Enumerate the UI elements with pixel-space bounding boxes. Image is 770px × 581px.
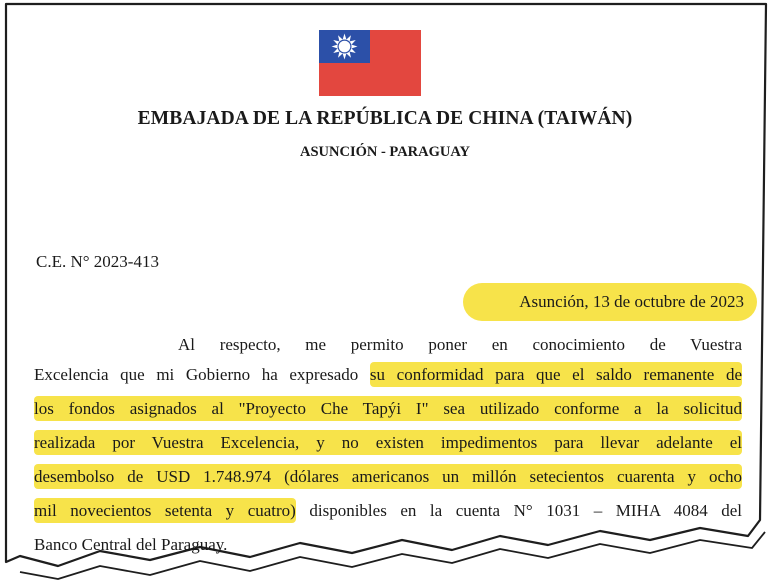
body-line-5: [34, 460, 742, 494]
letter-date: Asunción, 13 de octubre de 2023: [519, 292, 744, 311]
highlighted-text: los fondos asignados al "Proyecto Che Tapýi I" sea utilizado conforme a la solicitud: [34, 396, 742, 421]
embassy-title: EMBAJADA DE LA REPÚBLICA DE CHINA (TAIWÁN): [137, 108, 633, 129]
body-line-1: Al respecto, me permito poner en conocimiento de Vuestra: [178, 335, 742, 354]
body-line-6: mil novecientos setenta y cuatro) disponibles en la cuenta N° 1031 – MIHA 4084 del: [34, 494, 742, 528]
highlighted-text: realizada por Vuestra Excelencia, y no existen impedimentos para llevar adelante el: [34, 430, 742, 455]
body-line-7: Banco Central del Paraguay.: [34, 535, 228, 554]
taiwan-flag-emblem: [319, 30, 421, 96]
body-line-4: [34, 426, 742, 460]
embassy-location: ASUNCIÓN - PARAGUAY: [300, 144, 470, 160]
highlighted-text: su conformidad para que el saldo remanente de: [370, 362, 742, 387]
highlighted-text: desembolso de USD 1.748.974 (dólares americanos un millón setecientos cuarenta y ocho: [34, 464, 742, 489]
reference-number: C.E. N° 2023-413: [36, 252, 159, 271]
body-line-2: Excelencia que mi Gobierno ha expresado su conformidad para que el saldo remanente de: [34, 358, 742, 392]
body-line-3: [34, 392, 742, 426]
highlighted-text: mil novecientos setenta y cuatro): [34, 498, 296, 523]
